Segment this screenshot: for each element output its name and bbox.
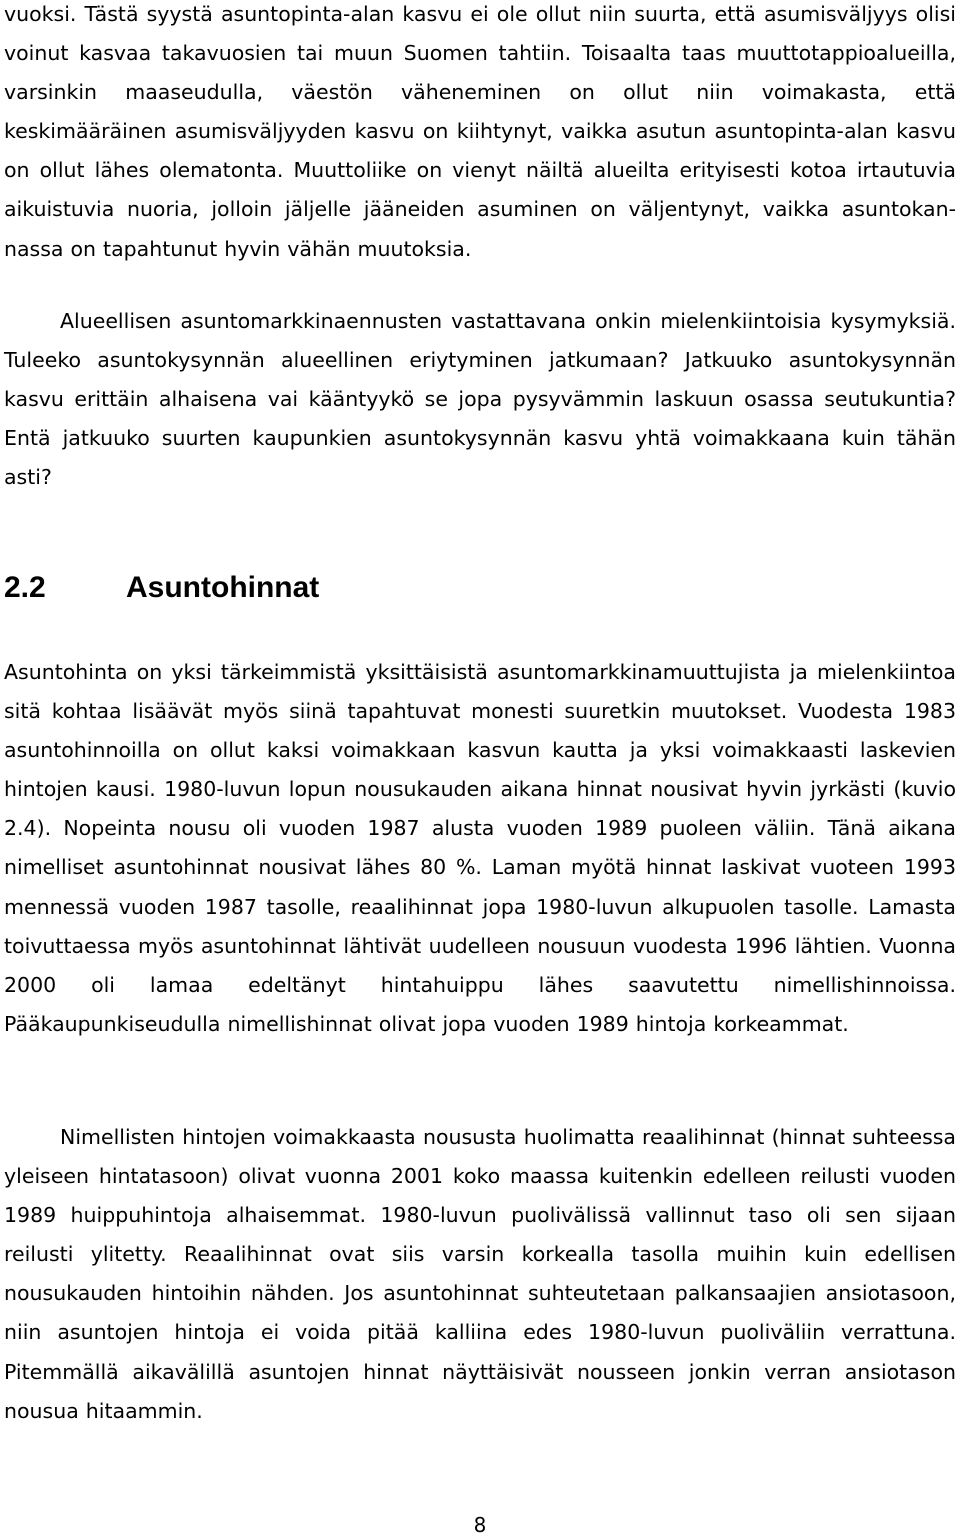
section-title: Asuntohinnat xyxy=(126,571,320,604)
paragraph-real-prices: Nimellisten hintojen voimakkaasta noususta huolimatta reaalihinnat (hinnat suhteessa yleiseen hintatasoon) olivat vuonna 2001 koko maassa kuitenkin edelleen reilusti vuoden 1989 huippuhintoja alhaisemmat. 1980-luvun puolivälissä vallinnut taso oli sen sijaan reilusti ylitetty. Reaalihinnat ovat siis varsin korkealla tasolla muihin kuin edellisen nousukauden hintoihin nähden. Jos asuntohinnat suhteutetaan palkansaajien ansiotasoon, niin asuntojen hintoja ei voida pitää kalliina edes 1980-luvun puoliväliin verrattuna. Pitemmällä aikavälillä asuntojen hinnat näyttäisivät nousseen jonkin verran ansiotason nousua hitaammin. xyxy=(4,1125,956,1423)
paragraph-regional-questions: Alueellisen asuntomarkkinaennusten vastattavana onkin mielenkiintoisia kysymyksiä. Tuleeko asuntokysynnän alueellinen eriytyminen jatkumaan? Jatkuuko asuntokysynnän kasvu erittäin alhaisena vai kääntyykö se jopa pysyvämmin laskuun osassa seutukuntia? Entä jatkuuko suurten kaupunkien asuntokysynnän kasvu yhtä voimakkaana kuin tähän asti? xyxy=(4,309,956,490)
paragraph-housing-space: vuoksi. Tästä syystä asuntopinta-alan kasvu ei ole ollut niin suurta, että asumisväljyys olisi voinut kasvaa takavuosien tai muun Suomen tahtiin. Toisaalta taas muuttotappioalueilla, varsinkin maaseudulla, väestön väheneminen on ollut niin voimakasta, että keskimääräinen asumisväljyyden kasvu on kiihtynyt, vaikka asutun asuntopinta-alan kasvu on ollut lähes olematonta. Muuttoliike on vienyt näiltä alueilta erityisesti kotoa irtautuvia aikuistuvia nuoria, jolloin jäljelle jääneiden asuminen on väljentynyt, vaikka asuntokannassa on tapahtunut hyvin vähän muutoksia. xyxy=(4,2,956,261)
section-heading xyxy=(4,568,319,608)
paragraph-housing-prices: Asuntohinta on yksi tärkeimmistä yksittäisistä asuntomarkkinamuuttujista ja mielenkiintoa sitä kohtaa lisäävät myös siinä tapahtuvat monesti suuretkin muutokset. Vuodesta 1983 asuntohinnoilla on ollut kaksi voimakkaan kasvun kautta ja yksi voimakkaasti laskevien hintojen kausi. 1980-luvun lopun nousukauden aikana hinnat nousivat hyvin jyrkästi (kuvio 2.4). Nopeinta nousu oli vuoden 1987 alusta vuoden 1989 puoleen väliin. Tänä aikana nimelliset asuntohinnat nousivat lähes 80 %. Laman myötä hinnat laskivat vuoteen 1993 mennessä vuoden 1987 tasolle, reaalihinnat jopa 1980-luvun alkupuolen tasolle. Lamasta toivuttaessa myös asuntohinnat lähtivät uudelleen nousuun vuodesta 1996 lähtien. Vuonna 2000 oli lamaa edeltänyt hintahuippu lähes saavutettu nimellishinnoissa. Pääkaupunkiseudulla nimellishinnat olivat jopa vuoden 1989 hintoja korkeammat. xyxy=(4,660,956,1036)
page-number: 8 xyxy=(473,1513,487,1537)
section-number: 2.2 xyxy=(4,571,46,604)
